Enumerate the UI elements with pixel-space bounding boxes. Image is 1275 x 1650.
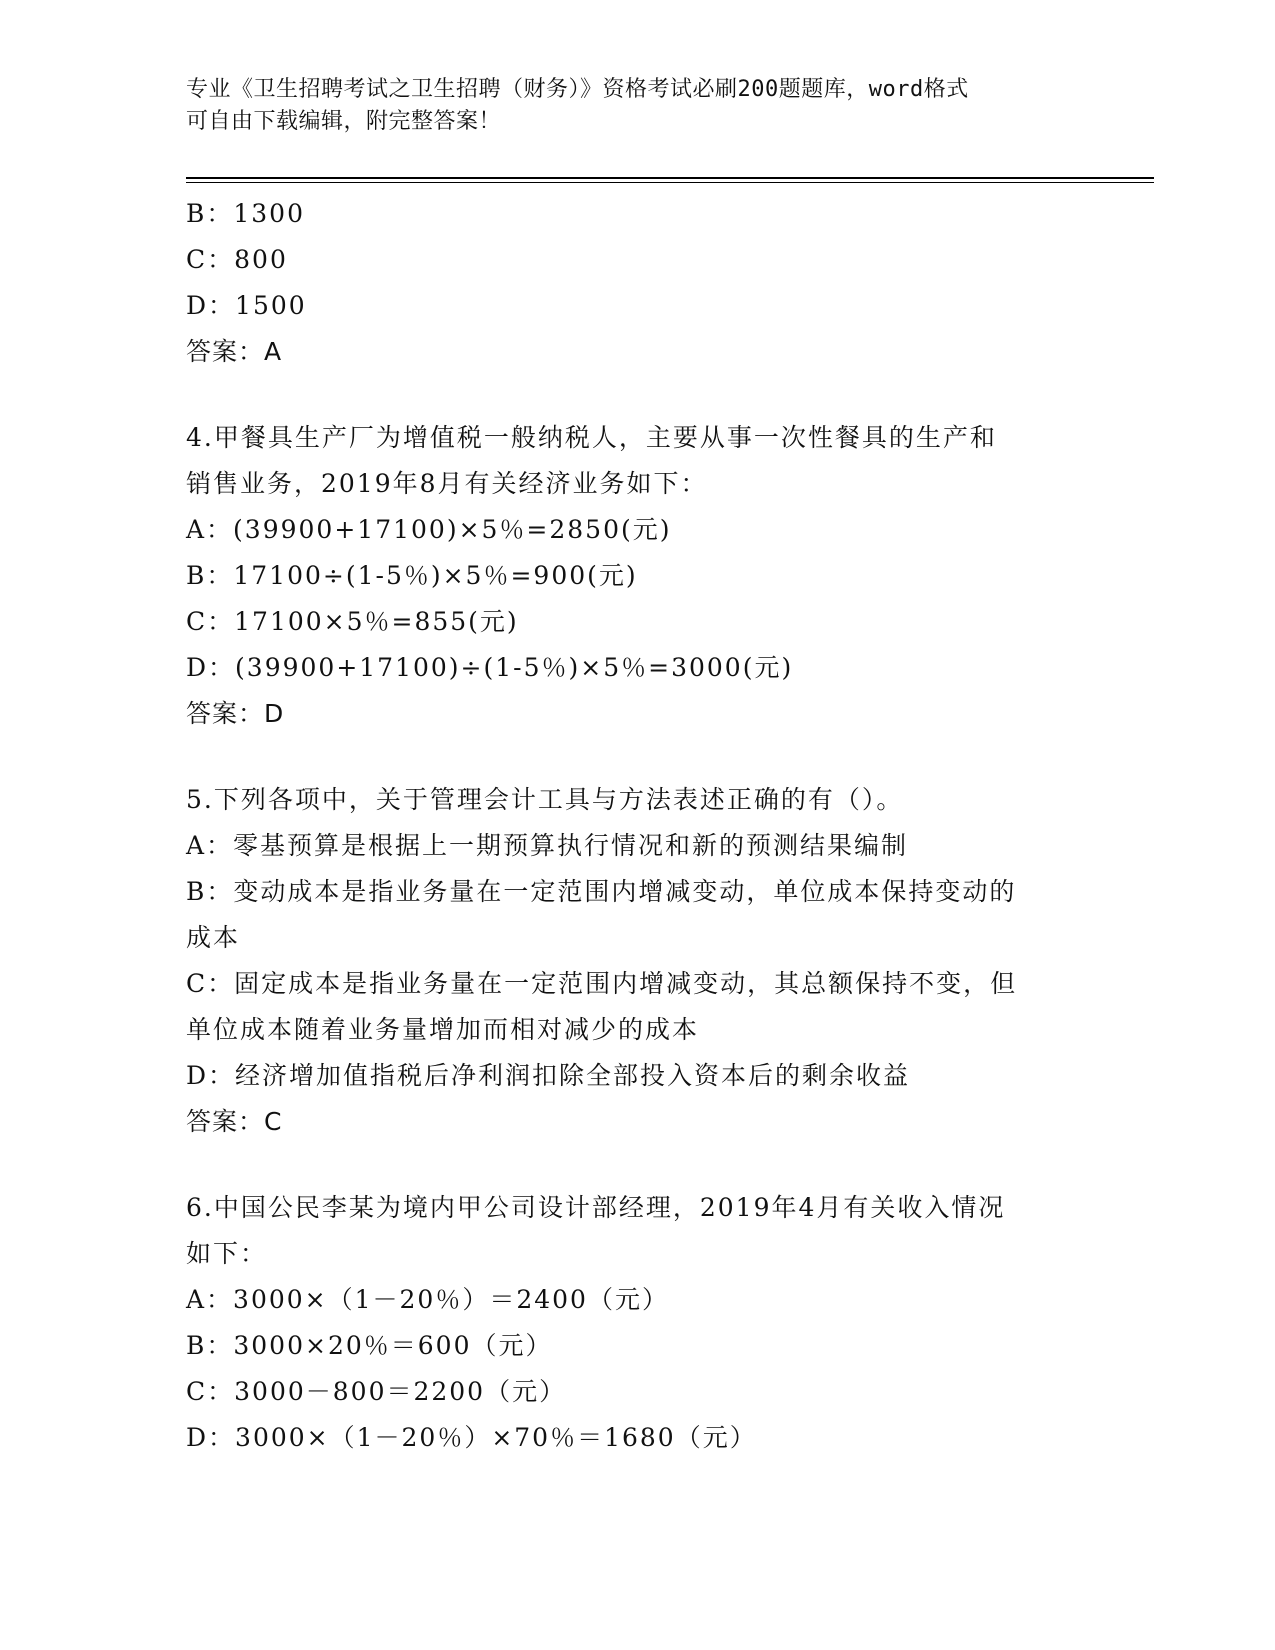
option-d: D：(39900+17100)÷(1-5％)×5％=3000(元)	[186, 653, 794, 682]
option-d: D：经济增加值指税后净利润扣除全部投入资本后的剩余收益	[186, 1061, 911, 1090]
document-header	[186, 74, 1086, 138]
option-b-continued: 成本	[186, 923, 241, 952]
question-stem: 4.甲餐具生产厂为增值税一般纳税人，主要从事一次性餐具的生产和	[186, 423, 997, 452]
option-b: B：变动成本是指业务量在一定范围内增减变动，单位成本保持变动的	[186, 877, 1017, 906]
answer: 答案：A	[186, 337, 283, 366]
question-stem: 如下：	[186, 1239, 268, 1268]
header-line-2: 可自由下载编辑，附完整答案！	[186, 109, 502, 134]
question-stem: 5.下列各项中，关于管理会计工具与方法表述正确的有（）。	[186, 785, 904, 814]
question-stem: 6.中国公民李某为境内甲公司设计部经理，2019年4月有关收入情况	[186, 1193, 1006, 1222]
option-c: C：3000－800＝2200（元）	[186, 1377, 567, 1406]
option-b: B：17100÷(1-5％)×5％=900(元)	[186, 561, 638, 590]
header-divider-thin	[186, 182, 1154, 183]
question-5	[186, 777, 1086, 1145]
option-a: A：(39900+17100)×5％=2850(元)	[186, 515, 672, 544]
header-divider-thick	[186, 177, 1154, 179]
option-a: A：3000×（1－20％）＝2400（元）	[186, 1285, 669, 1314]
option-d: D：3000×（1－20％）×70％＝1680（元）	[186, 1423, 757, 1452]
header-line-1: 专业《卫生招聘考试之卫生招聘（财务）》资格考试必刷200题题库，word格式	[186, 77, 969, 102]
option-c: C：17100×5％=855(元)	[186, 607, 519, 636]
option-b: B：3000×20％＝600（元）	[186, 1331, 553, 1360]
option-c-continued: 单位成本随着业务量增加而相对减少的成本	[186, 1015, 700, 1044]
question-4	[186, 415, 1086, 737]
answer: 答案：D	[186, 699, 285, 728]
option-a: A：零基预算是根据上一期预算执行情况和新的预测结果编制	[186, 831, 909, 860]
option-b: B：1300	[186, 199, 305, 228]
option-c: C：固定成本是指业务量在一定范围内增减变动，其总额保持不变，但	[186, 969, 1018, 998]
answer: 答案：C	[186, 1107, 283, 1136]
option-c: C：800	[186, 245, 288, 274]
question-stem: 销售业务，2019年8月有关经济业务如下：	[186, 469, 708, 498]
document-body	[186, 191, 1086, 1461]
question-3-tail	[186, 191, 1086, 375]
question-6	[186, 1185, 1086, 1461]
option-d: D：1500	[186, 291, 307, 320]
